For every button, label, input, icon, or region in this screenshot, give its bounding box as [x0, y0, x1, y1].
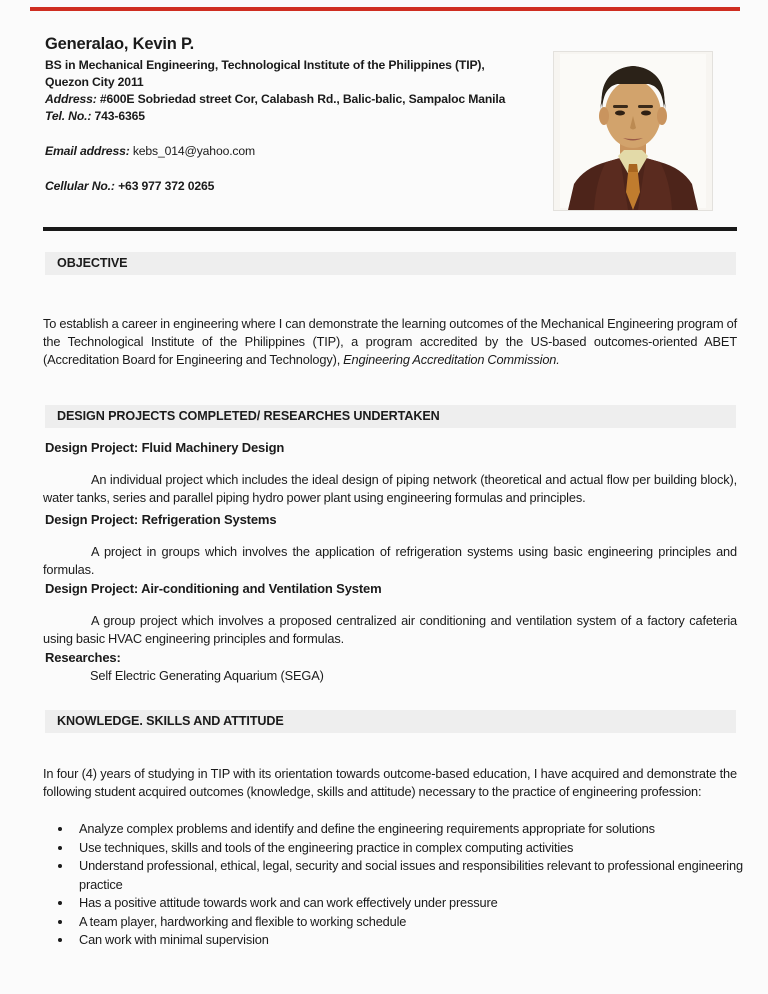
- cellular-value: +63 977 372 0265: [118, 179, 215, 193]
- section-heading-skills: KNOWLEDGE. SKILLS AND ATTITUDE: [45, 710, 736, 733]
- address-value: #600E Sobriedad street Cor, Calabash Rd., Balic-balic, Sampaloc Manila: [99, 92, 506, 106]
- tel-line: [45, 108, 560, 125]
- objective-text: To establish a career in engineering where I can demonstrate the learning outcomes of the Mechanical Engineering program of the Technological Institute of the Philippines (TIP), a program accredited by the US-based outcomes-oriented ABET (Accreditation Board for Engineering and Technology),: [43, 315, 737, 367]
- project-title: Design Project: Refrigeration Systems: [45, 512, 277, 527]
- project-description: A project in groups which involves the application of refrigeration systems using basic engineering principles and formulas.: [43, 543, 737, 577]
- skill-bullet: • Understand professional, ethical, legal, security and social issues and responsibilities relevant to professional engineering practice: [73, 857, 763, 894]
- skill-bullet: • Use techniques, skills and tools of the engineering practice in complex computing activities: [73, 839, 763, 858]
- applicant-name: Generalao, Kevin P.: [45, 35, 195, 53]
- skills-bullet-list: [45, 820, 763, 950]
- skill-bullet: • Can work with minimal supervision: [73, 931, 763, 950]
- skills-intro-paragraph: In four (4) years of studying in TIP with its orientation towards outcome-based education, I have acquired and demonstrate the following student acquired outcomes (knowledge, skills and attitude) necessary to the practice of engineering profession:: [43, 765, 737, 799]
- applicant-photo: [554, 52, 712, 210]
- project-description: A group project which involves a proposed centralized air conditioning and ventilation system of a factory cafeteria using basic HVAC engineering principles and formulas.: [43, 612, 737, 646]
- address-line: [45, 91, 560, 108]
- section-heading-projects: DESIGN PROJECTS COMPLETED/ RESEARCHES UNDERTAKEN: [45, 405, 736, 428]
- project-title: Design Project: Fluid Machinery Design: [45, 440, 285, 455]
- applicant-photo-graphic: [554, 52, 712, 210]
- tel-label: Tel. No.:: [45, 109, 92, 123]
- email-label: Email address:: [45, 144, 130, 158]
- top-red-rule: [30, 7, 740, 11]
- skill-bullet: • Analyze complex problems and identify and define the engineering requirements appropriate for solutions: [73, 820, 763, 839]
- project-title: Design Project: Air-conditioning and Ventilation System: [45, 581, 382, 596]
- degree-line-1: BS in Mechanical Engineering, Technological Institute of the Philippines (TIP),: [45, 58, 485, 72]
- research-item: Self Electric Generating Aquarium (SEGA): [90, 668, 324, 683]
- skill-bullet: • Has a positive attitude towards work and can work effectively under pressure: [73, 894, 763, 913]
- objective-text-italic: Engineering Accreditation Commission.: [343, 351, 560, 367]
- cellular-line: [45, 178, 560, 195]
- email-value: kebs_014@yahoo.com: [132, 144, 256, 158]
- section-heading-objective: OBJECTIVE: [45, 252, 736, 275]
- tel-value: 743-6365: [94, 109, 145, 123]
- address-label: Address:: [45, 92, 97, 106]
- objective-paragraph: [43, 315, 737, 369]
- project-description: An individual project which includes the ideal design of piping network (theoretical and actual flow per building block), water tanks, series and parallel piping hydro power plant using engineering formulas and principles.: [43, 471, 737, 505]
- cellular-label: Cellular No.:: [45, 179, 115, 193]
- resume-header: [45, 36, 560, 195]
- degree-line-2: Quezon City 2011: [45, 75, 144, 89]
- header-divider-rule: [43, 227, 737, 231]
- email-line: [45, 143, 560, 160]
- skill-bullet: • A team player, hardworking and flexible to working schedule: [73, 913, 763, 932]
- researches-label: Researches:: [45, 650, 121, 665]
